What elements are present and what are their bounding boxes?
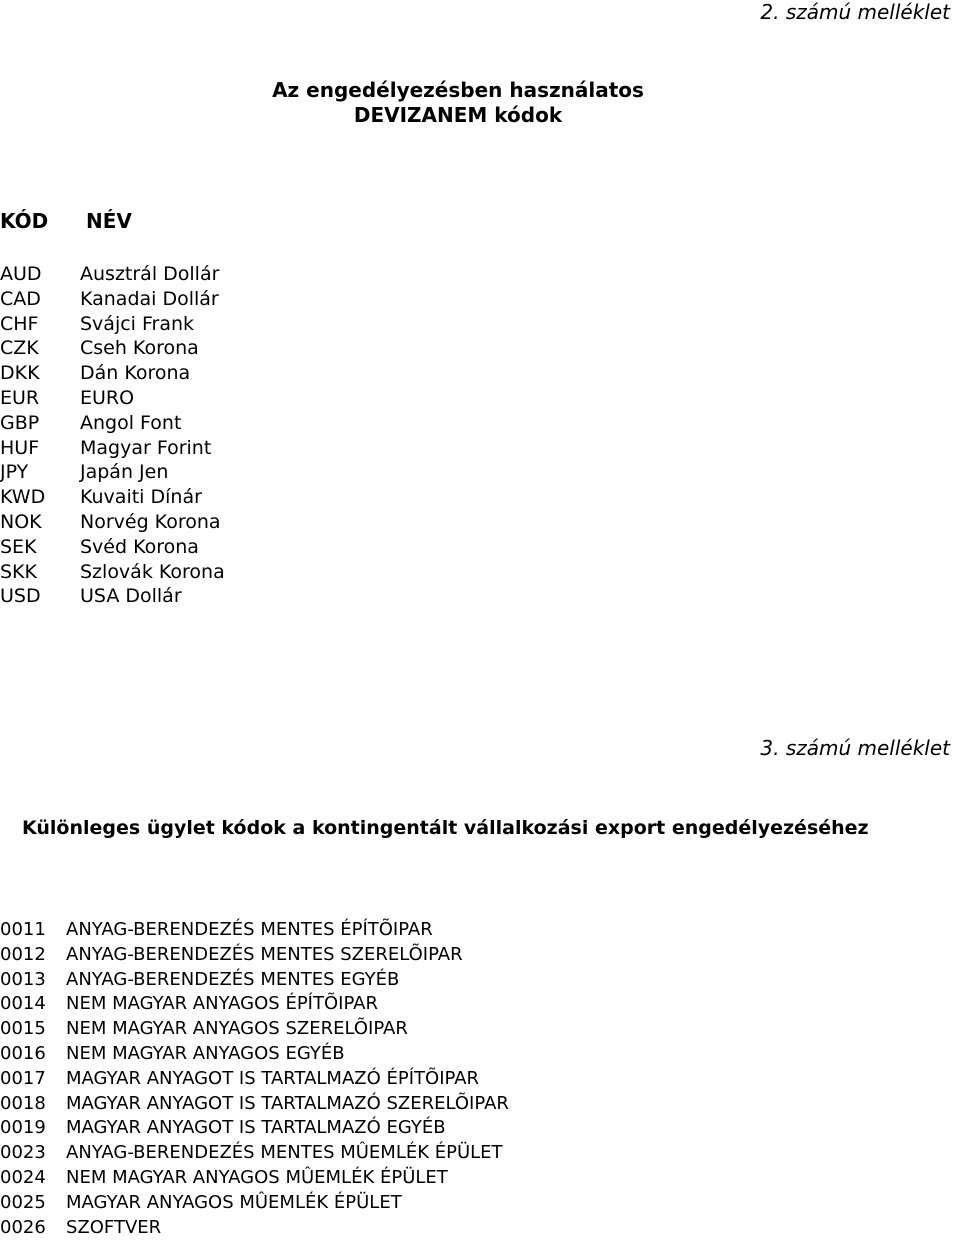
special-desc: ANYAG-BERENDEZÉS MENTES EGYÉB: [66, 968, 400, 990]
currency-name: Norvég Korona: [80, 510, 221, 533]
currency-section-title: [240, 78, 676, 128]
special-desc: NEM MAGYAR ANYAGOS SZERELÕIPAR: [66, 1018, 408, 1040]
currency-code: AUD: [0, 263, 42, 285]
column-header-name: NÉV: [86, 209, 132, 233]
special-code: 0011: [0, 919, 46, 940]
annex-2-label: 2. számú melléklet: [760, 0, 950, 24]
currency-name: Ausztrál Dollár: [80, 263, 220, 285]
special-desc: MAGYAR ANYAGOT IS TARTALMAZÓ ÉPÍTÕIPAR: [66, 1067, 480, 1089]
special-desc: NEM MAGYAR ANYAGOS EGYÉB: [66, 1042, 345, 1064]
currency-name: EURO: [80, 386, 135, 409]
special-desc: ANYAG-BERENDEZÉS MENTES ÉPÍTÕIPAR: [66, 919, 433, 940]
currency-code: EUR: [0, 386, 40, 409]
special-code: 0018: [0, 1092, 46, 1114]
currency-code: DKK: [0, 362, 40, 385]
currency-code: JPY: [0, 461, 29, 484]
special-code: 0015: [0, 1018, 46, 1040]
currency-code: NOK: [0, 510, 42, 533]
special-desc: MAGYAR ANYAGOT IS TARTALMAZÓ SZERELÕIPAR: [66, 1092, 509, 1114]
currency-name: Svéd Korona: [80, 535, 199, 558]
currency-code: CZK: [0, 337, 39, 360]
currency-name: Szlovák Korona: [80, 560, 225, 583]
annex-3-label: 3. számú melléklet: [760, 736, 950, 760]
currency-code: HUF: [0, 436, 40, 459]
special-desc: ANYAG-BERENDEZÉS MENTES MÛEMLÉK ÉPÜLET: [66, 1142, 503, 1164]
currency-title-line-1: Az engedélyezésben használatos: [272, 78, 644, 102]
special-code: 0023: [0, 1142, 46, 1164]
special-code: 0012: [0, 943, 46, 965]
special-desc: SZOFTVER: [66, 1216, 162, 1238]
currency-name: Svájci Frank: [80, 312, 195, 335]
special-desc: NEM MAGYAR ANYAGOS ÉPÍTÕIPAR: [66, 993, 378, 1015]
currency-code: SEK: [0, 535, 37, 558]
currency-code: GBP: [0, 411, 40, 434]
currency-name: Kuvaiti Dínár: [80, 486, 202, 509]
special-code: 0019: [0, 1117, 46, 1139]
special-desc: MAGYAR ANYAGOS MÛEMLÉK ÉPÜLET: [66, 1191, 402, 1213]
currency-code: USD: [0, 585, 41, 608]
currency-name: Magyar Forint: [80, 436, 212, 459]
currency-name: USA Dollár: [80, 585, 182, 608]
special-desc: MAGYAR ANYAGOT IS TARTALMAZÓ EGYÉB: [66, 1117, 446, 1139]
column-header-code: KÓD: [0, 209, 49, 233]
currency-code: SKK: [0, 560, 37, 583]
special-code: 0026: [0, 1216, 46, 1238]
special-code: 0013: [0, 968, 46, 990]
special-code: 0025: [0, 1191, 46, 1213]
special-desc: NEM MAGYAR ANYAGOS MÛEMLÉK ÉPÜLET: [66, 1166, 448, 1188]
currency-code: KWD: [0, 486, 46, 509]
special-desc: ANYAG-BERENDEZÉS MENTES SZERELÕIPAR: [66, 943, 463, 965]
currency-code: CAD: [0, 287, 41, 310]
currency-title-line-2: DEVIZANEM kódok: [353, 103, 563, 127]
currency-code: CHF: [0, 312, 39, 335]
special-code: 0024: [0, 1166, 46, 1188]
special-code: 0014: [0, 993, 46, 1015]
special-section-title: Különleges ügylet kódok a kontingentált vállalkozási export engedélyezéséhez: [22, 817, 869, 839]
special-code: 0017: [0, 1067, 46, 1089]
currency-name: Japán Jen: [80, 461, 169, 484]
currency-name: Cseh Korona: [80, 337, 199, 360]
currency-name: Dán Korona: [80, 362, 191, 385]
currency-name: Kanadai Dollár: [80, 287, 219, 310]
special-code: 0016: [0, 1042, 46, 1064]
currency-name: Angol Font: [80, 411, 182, 434]
